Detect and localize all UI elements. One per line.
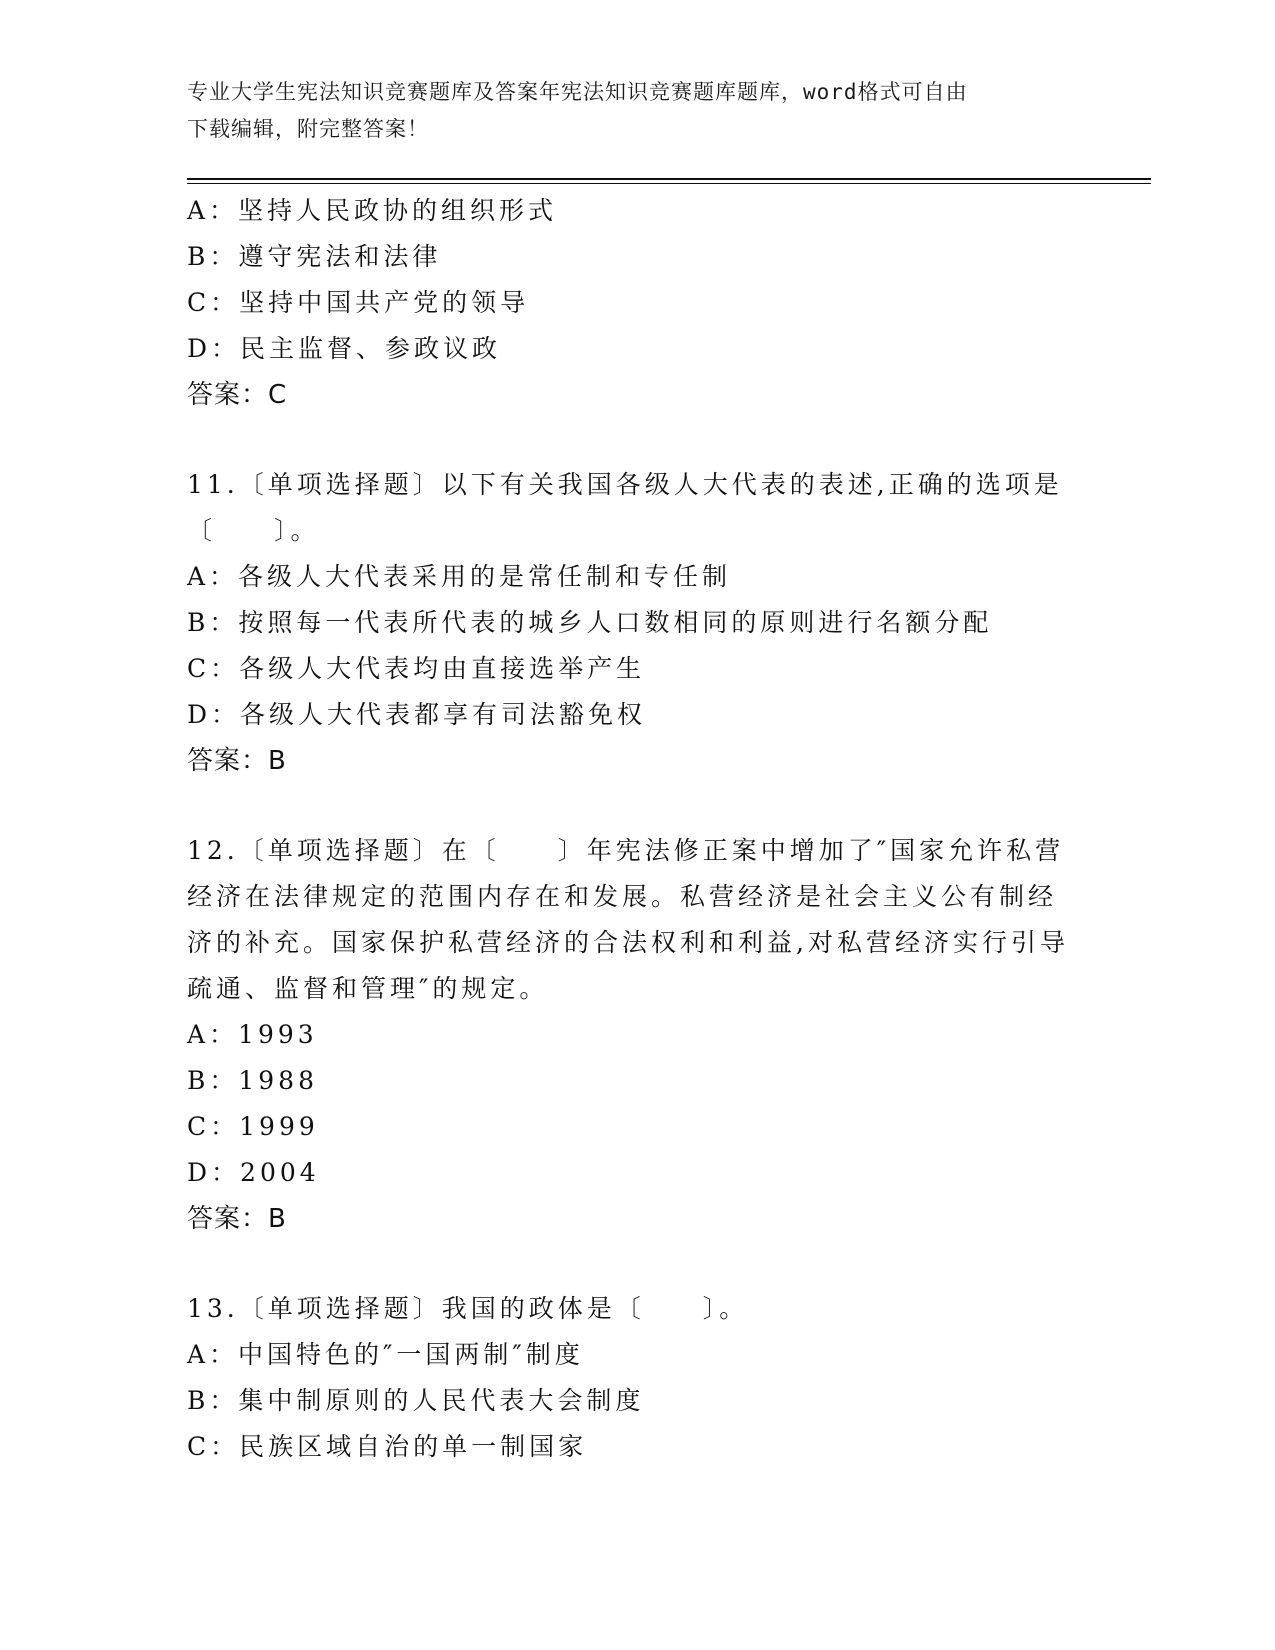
option-b: B：集中制原则的人民代表大会制度 [187,1386,645,1415]
document-header [187,74,1067,148]
answer-label: 答案：C [187,380,288,410]
option-b: B：1988 [187,1066,318,1095]
question-11 [187,462,1087,784]
question-stem-line: 疏通、监督和管理″的规定。 [187,974,549,1003]
option-a: A：1993 [187,1020,318,1049]
option-b: B：遵守宪法和法律 [187,242,442,271]
option-c: C：1999 [187,1112,319,1141]
option-d: D：2004 [187,1158,320,1187]
option-c: C：民族区域自治的单一制国家 [187,1432,588,1461]
answer-label: 答案：B [187,1204,287,1234]
spacer [187,418,1087,462]
option-d: D：各级人大代表都享有司法豁免权 [187,700,647,729]
spacer [187,784,1087,828]
option-b: B：按照每一代表所代表的城乡人口数相同的原则进行名额分配 [187,608,993,637]
question-10 [187,188,1087,418]
question-12 [187,828,1087,1242]
header-rule-thick [187,178,1151,180]
spacer [187,1242,1087,1286]
header-line-1: 专业大学生宪法知识竞赛题库及答案年宪法知识竞赛题库题库，word格式可自由 [187,80,968,104]
option-a: A：各级人大代表采用的是常任制和专任制 [187,562,732,591]
answer-label: 答案：B [187,746,287,776]
option-a: A：中国特色的″一国两制″制度 [187,1340,584,1369]
question-stem-line: 经济在法律规定的范围内存在和发展。私营经济是社会主义公有制经 [187,882,1058,911]
question-stem-line: 济的补充。国家保护私营经济的合法权利和利益,对私营经济实行引导 [187,928,1069,957]
question-stem-line: 11.〔单项选择题〕以下有关我国各级人大代表的表述,正确的选项是 [187,470,1063,499]
option-c: C：坚持中国共产党的领导 [187,288,530,317]
question-stem-line: 13.〔单项选择题〕我国的政体是〔 〕。 [187,1294,749,1323]
option-c: C：各级人大代表均由直接选举产生 [187,654,646,683]
header-line-2: 下载编辑，附完整答案！ [187,117,429,141]
question-stem-line: 12.〔单项选择题〕在〔 〕年宪法修正案中增加了″国家允许私营 [187,836,1065,865]
header-rule-thin [187,183,1151,184]
question-13 [187,1286,1087,1470]
question-content [187,188,1087,1470]
question-stem-line: 〔 〕。 [187,516,320,545]
option-d: D：民主监督、参政议政 [187,334,502,363]
option-a: A：坚持人民政协的组织形式 [187,196,558,225]
